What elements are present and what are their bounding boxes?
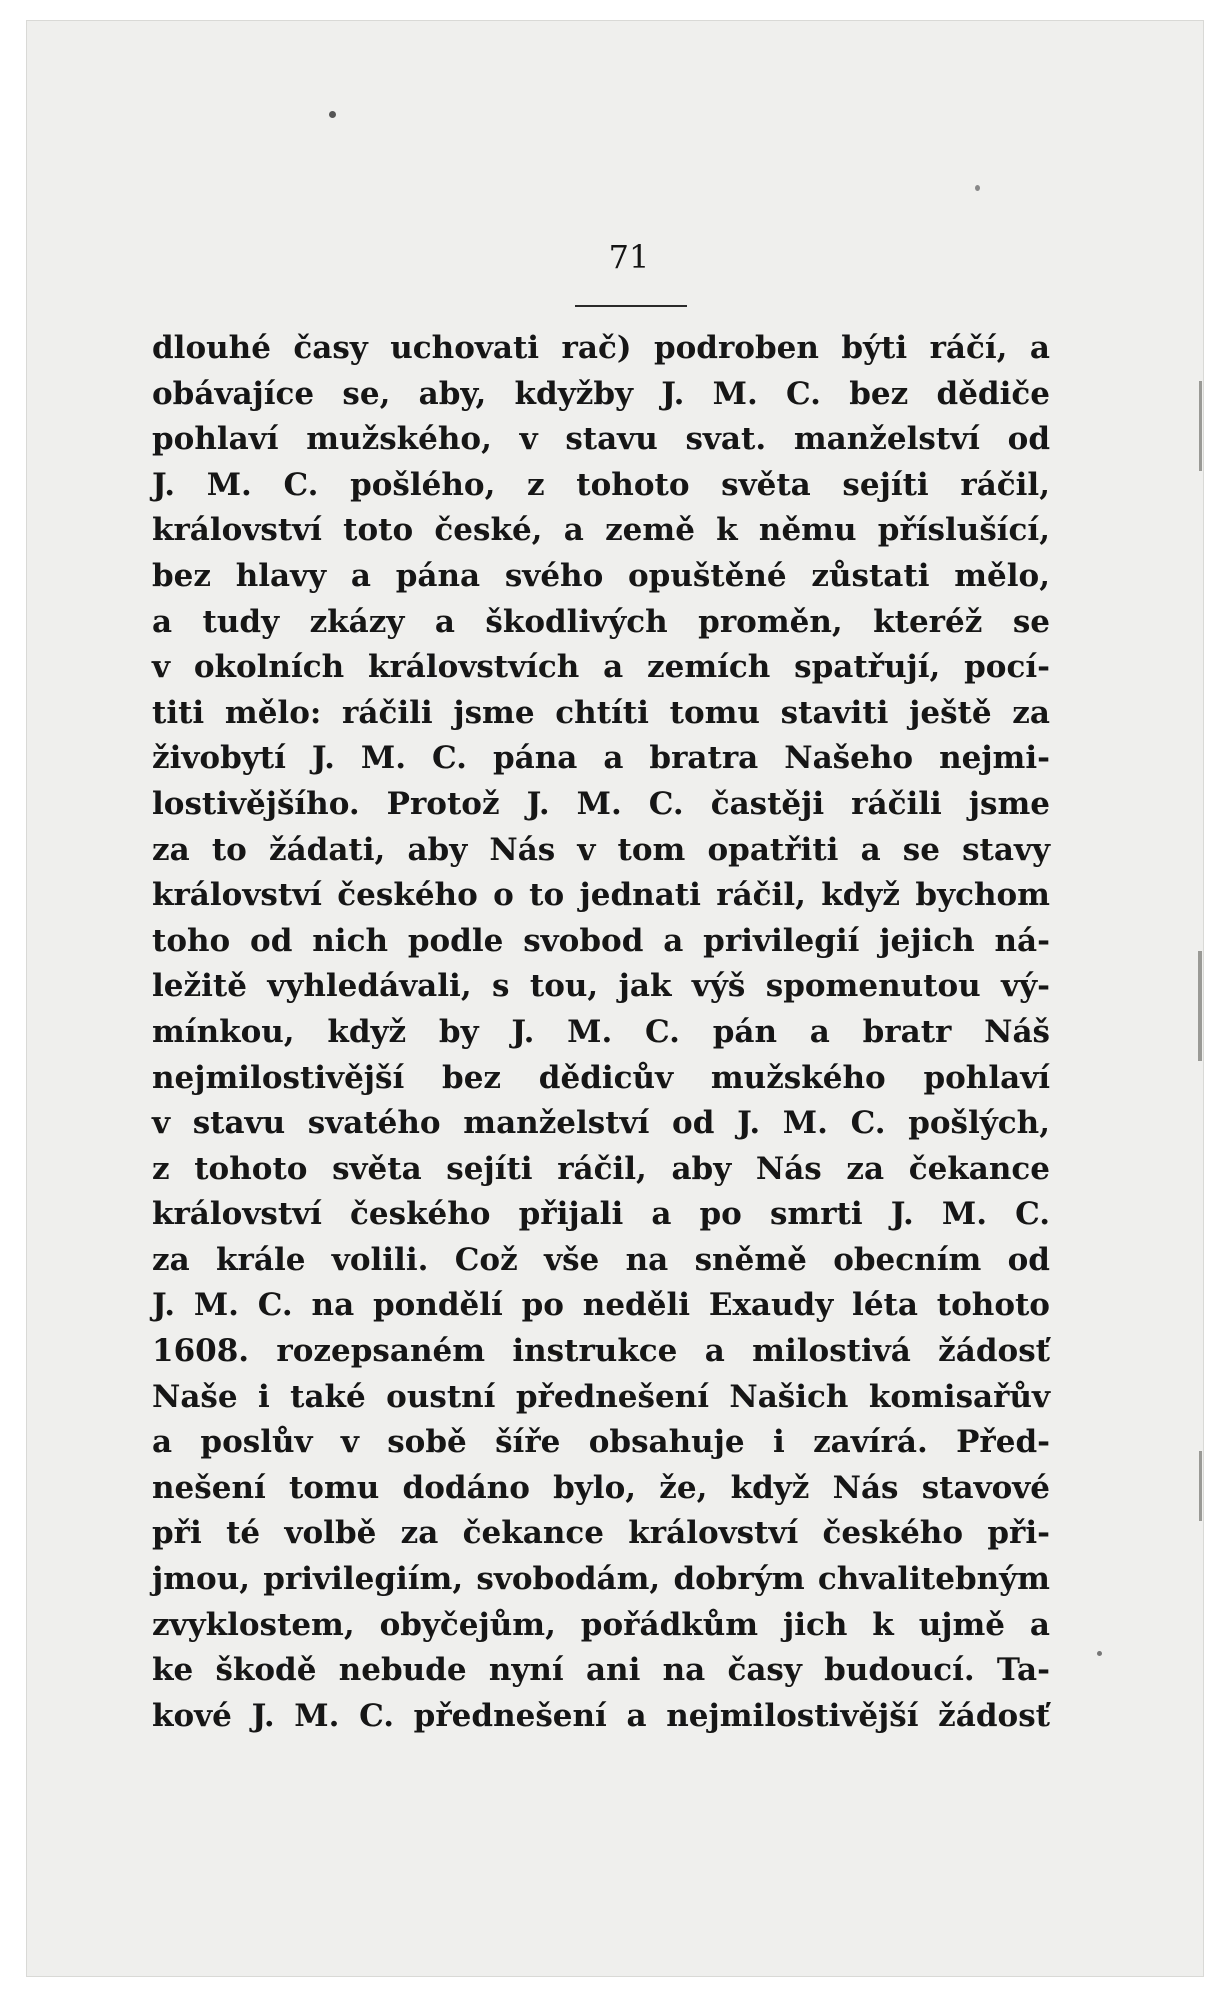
paper-edge-mark xyxy=(1199,381,1202,471)
text-line: v okolních královstvích a zemích spatřují, pocí- xyxy=(152,649,1050,686)
text-line: ležitě vyhledávali, s tou, jak výš spomenutou vý- xyxy=(152,968,1050,1005)
text-line: J. M. C. pošlého, z tohoto světa sejíti ráčil, xyxy=(152,466,1050,503)
text-line: kové J. M. C. přednešení a nejmilostivější žádosť xyxy=(152,1697,1050,1734)
text-line: zvyklostem, obyčejům, pořádkům jich k ujmě a xyxy=(152,1606,1050,1643)
page-number-rule xyxy=(575,305,687,307)
paper-edge-mark xyxy=(1198,951,1202,1061)
text-line: nešení tomu dodáno bylo, že, když Nás stavové xyxy=(152,1469,1050,1506)
paper-speck xyxy=(329,111,336,118)
text-line: titi mělo: ráčili jsme chtíti tomu staviti ještě za xyxy=(152,694,1050,731)
text-line: Naše i také oustní přednešení Našich komisařův xyxy=(152,1378,1050,1415)
paper-edge-mark xyxy=(1199,1451,1202,1521)
text-line: živobytí J. M. C. pána a bratra Našeho nejmi- xyxy=(152,740,1050,777)
text-line: J. M. C. na pondělí po neděli Exaudy léta tohoto xyxy=(152,1287,1050,1324)
text-line: mínkou, když by J. M. C. pán a bratr Náš xyxy=(152,1013,1050,1050)
text-line: při té volbě za čekance království českého při- xyxy=(152,1515,1050,1552)
text-line: nejmilostivější bez dědicův mužského pohlaví xyxy=(152,1059,1050,1096)
text-line: dlouhé časy uchovati rač) podroben býti ráčí, a xyxy=(152,330,1050,366)
text-line: a tudy zkázy a škodlivých proměn, kteréž se xyxy=(152,603,1050,640)
text-line: a poslův v sobě šíře obsahuje i zavírá. Před- xyxy=(152,1424,1050,1461)
paper-speck xyxy=(1097,1651,1102,1656)
text-line: ke škodě nebude nyní ani na časy budoucí. Ta- xyxy=(152,1652,1050,1689)
text-line: obávajíce se, aby, kdyžby J. M. C. bez dědiče xyxy=(152,375,1050,412)
text-line: bez hlavy a pána svého opuštěné zůstati mělo, xyxy=(152,557,1050,594)
text-line: za to žádati, aby Nás v tom opatřiti a se stavy xyxy=(152,831,1050,868)
body-text xyxy=(152,326,1050,1739)
text-line: království českého přijali a po smrti J. M. C. xyxy=(152,1196,1050,1233)
text-line: z tohoto světa sejíti ráčil, aby Nás za čekance xyxy=(152,1150,1050,1187)
text-line: lostivějšího. Protož J. M. C. častěji ráčili jsme xyxy=(152,785,1050,822)
text-line: za krále volili. Což vše na sněmě obecním od xyxy=(152,1241,1050,1278)
text-line: 1608. rozepsaném instrukce a milostivá žádosť xyxy=(152,1333,1050,1370)
text-line: v stavu svatého manželství od J. M. C. pošlých, xyxy=(152,1105,1050,1142)
paper-speck xyxy=(975,185,980,191)
text-line: království toto české, a země k němu příslušící, xyxy=(152,512,1050,549)
page-number: 71 xyxy=(608,238,650,276)
text-line: pohlaví mužského, v stavu svat. manželství od xyxy=(152,421,1050,458)
text-line: království českého o to jednati ráčil, když bychom xyxy=(152,877,1050,914)
text-line: jmou, privilegiím, svobodám, dobrým chvalitebným xyxy=(152,1561,1050,1598)
text-line: toho od nich podle svobod a privilegií jejich ná- xyxy=(152,922,1050,959)
